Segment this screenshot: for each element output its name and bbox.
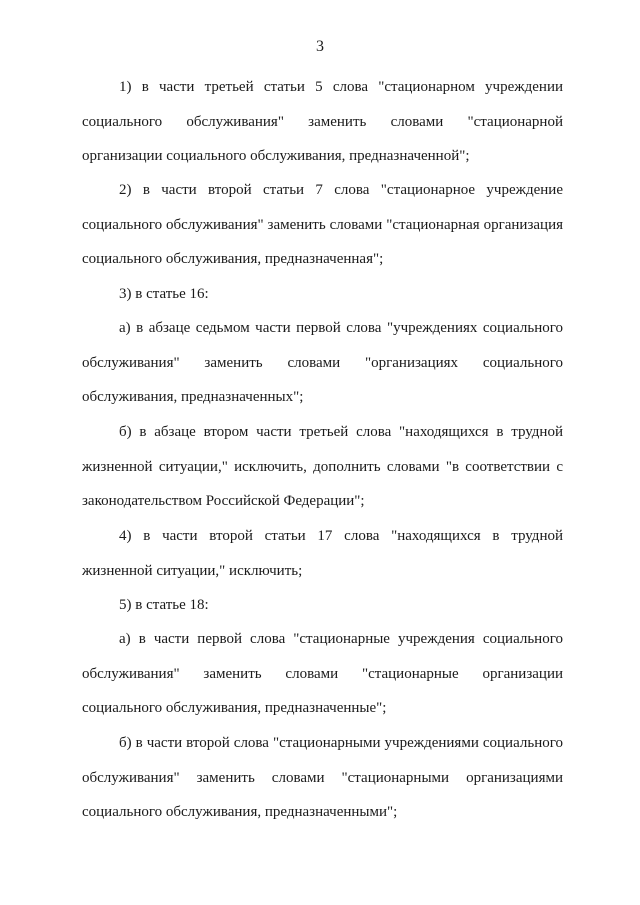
paragraph-2: 2) в части второй статьи 7 слова "стационарное учреждение социального обслуживания" заменить словами "стационарная организация социального обслуживания, предназначенная"; (82, 182, 563, 267)
paragraph-9: б) в части второй слова "стационарными учреждениями социального обслуживания" заменить словами "стационарными организациями социального обслуживания, предназначенными"; (82, 735, 563, 820)
paragraph-8: а) в части первой слова "стационарные учреждения социального обслуживания" заменить словами "стационарные организации социального обслуживания, предназначенные"; (82, 631, 563, 716)
paragraph-1: 1) в части третьей статьи 5 слова "стационарном учреждении социального обслуживания" заменить словами "стационарной организации социального обслуживания, предназначенной"; (82, 79, 563, 164)
paragraph-5: б) в абзаце втором части третьей слова "находящихся в трудной жизненной ситуации," исключить, дополнить словами "в соответствии с законодательством Российской Федерации"; (82, 424, 563, 509)
paragraph-7: 5) в статье 18: (119, 597, 209, 613)
paragraph-4: а) в абзаце седьмом части первой слова "учреждениях социального обслуживания" заменить словами "организациях социального обслуживания, предназначенных"; (82, 320, 563, 405)
paragraph-3: 3) в статье 16: (119, 286, 209, 302)
paragraph-6: 4) в части второй статьи 17 слова "находящихся в трудной жизненной ситуации," исключить; (82, 528, 563, 579)
page-number: 3 (316, 38, 324, 55)
